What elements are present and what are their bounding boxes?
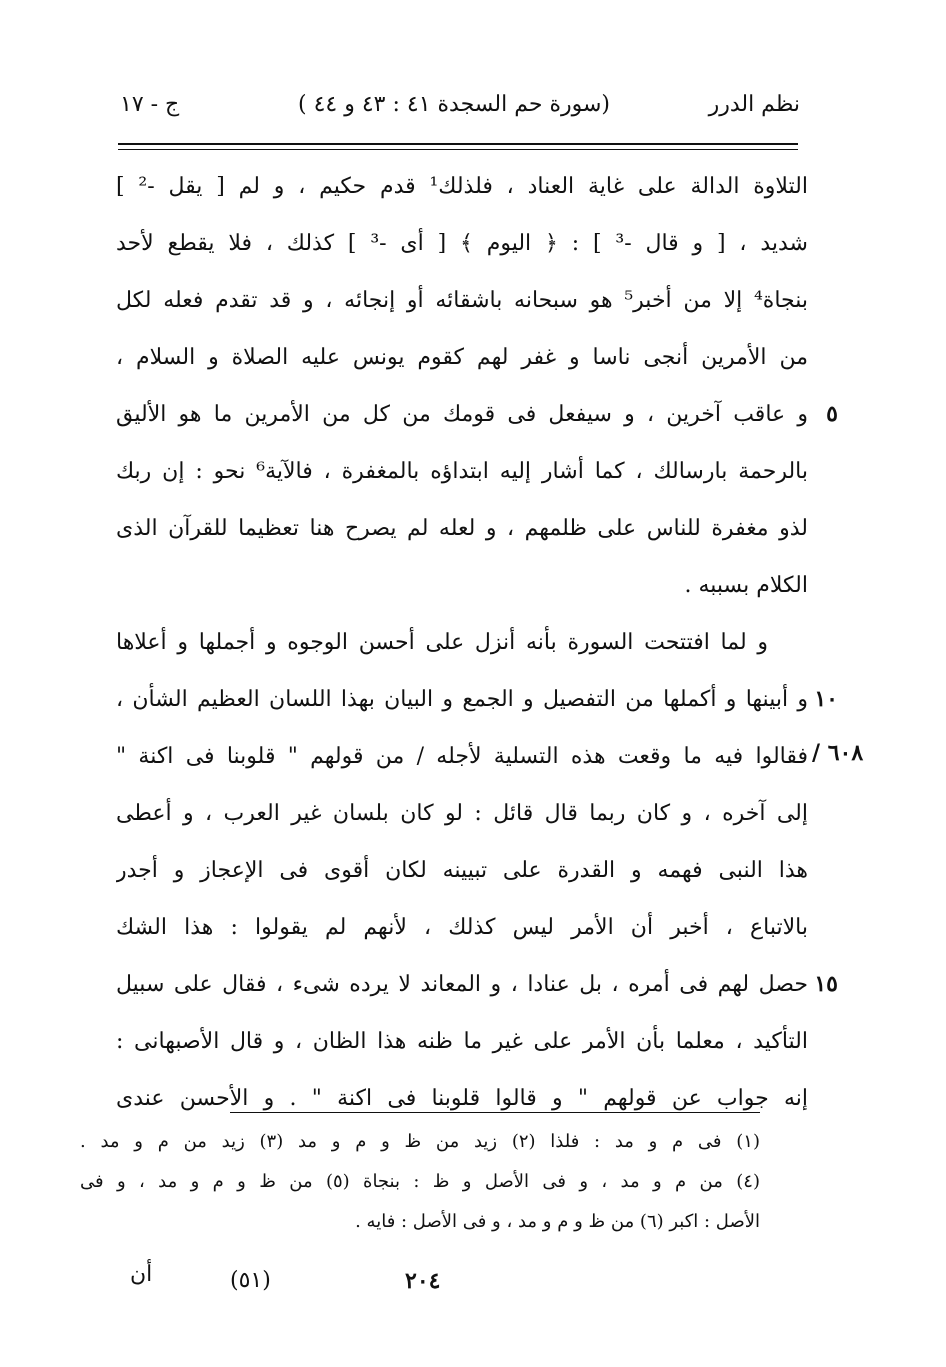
header-rule-thin	[118, 149, 798, 150]
footnotes	[80, 1122, 760, 1242]
text-line: هذا النبى فهمه و القدرة على تبيينه لكان أقوى فى الإعجاز و أجدر	[116, 858, 808, 883]
text-line: فقالوا فيه ما وقعت هذه التسلية لأجله / من قولهم " قلوبنا فى اكنة "	[116, 744, 808, 769]
text-line: إلى آخره ، و كان ربما قال قائل : لو كان بلسان غير العرب ، و أعطى	[116, 801, 808, 826]
catchword: أن	[130, 1262, 153, 1287]
header-rule-thick	[118, 143, 798, 145]
text-line: بنجاة⁴ إلا من أخبر⁵ هو سبحانه باشقائه أو إنجائه ، و قد تقدم فعله لكل	[116, 288, 808, 313]
text-line: حصل لهم فى أمره ، بل عنادا ، و المعاند لا يرده شىء ، فقال على سبيل	[116, 972, 808, 997]
text-line: و لما افتتحت السورة بأنه أنزل على أحسن الوجوه و أجملها و أعلاها	[116, 630, 768, 655]
text-line: و أبينها و أكملها من التفصيل و الجمع و البيان بهذا اللسان العظيم الشأن ،	[116, 687, 808, 712]
line-number: ١٥	[814, 971, 838, 997]
running-header	[110, 92, 800, 128]
line-number: ١٠	[814, 686, 838, 712]
footnote-line: (٤) من م و مد ، و فى الأصل و ظ : بنجاة (٥) من ظ و م و مد ، و فى	[80, 1171, 760, 1192]
footnote-rule	[230, 1112, 760, 1113]
footnote-line: (١) فى م و مد : فلذا (٢) زيد من ظ و م و مد (٣) زيد من م و مد .	[80, 1131, 760, 1152]
part-number: ج - ١٧	[120, 92, 180, 117]
text-line: التأكيد ، معلما بأن الأمر على غير ما ظنه هذا الظان ، و قال الأصبهانى :	[116, 1029, 808, 1054]
page-number: ٢٠٤	[405, 1268, 441, 1294]
text-line: الكلام بسببه .	[684, 573, 808, 598]
text-line: بالرحمة بارسالك ، كما أشار إليه ابتداؤه بالمغفرة ، فالآية⁶ نحو : إن ربك	[116, 459, 808, 484]
surah-reference: (سورة حم السجدة ٤١ : ٤٣ و ٤٤ )	[297, 92, 610, 117]
text-line: من الأمرين أنجى ناسا و غفر لهم كقوم يونس عليه الصلاة و السلام ،	[116, 345, 808, 370]
manuscript-folio-ref: ٦٠٨ /	[812, 740, 864, 766]
book-title: نظم الدرر	[708, 92, 800, 117]
line-number: ٥	[826, 401, 838, 427]
text-line: لذو مغفرة للناس على ظلمهم ، و لعله لم يصرح هنا تعظيما للقرآن الذى	[116, 516, 808, 541]
text-line: إنه جواب عن قولهم " و قالوا قلوبنا فى اكنة " . و الأحسن عندى	[116, 1086, 808, 1111]
text-line: و عاقب آخرين ، و سيفعل فى قومك من كل من الأمرين ما هو الأليق	[116, 402, 808, 427]
text-line: شديد ، [ و قال -³ ] : ﴿ اليوم ﴾ [ أى -³ ] كذلك ، فلا يقطع لأحد	[116, 231, 808, 256]
text-line: بالاتباع ، أخبر أن الأمر ليس كذلك ، لأنهم لم يقولوا : هذا الشك	[116, 915, 808, 940]
page-footer	[110, 1262, 800, 1302]
signature-mark: (٥١)	[230, 1268, 271, 1293]
main-text	[116, 158, 808, 1127]
footnote-line: الأصل : اكبر (٦) من ظ و م و مد ، و فى الأصل : فايه .	[355, 1211, 760, 1232]
text-line: التلاوة الدالة على غاية العناد ، فلذلك¹ قدم حكيم ، و لم [ يقل -² ]	[116, 174, 808, 199]
